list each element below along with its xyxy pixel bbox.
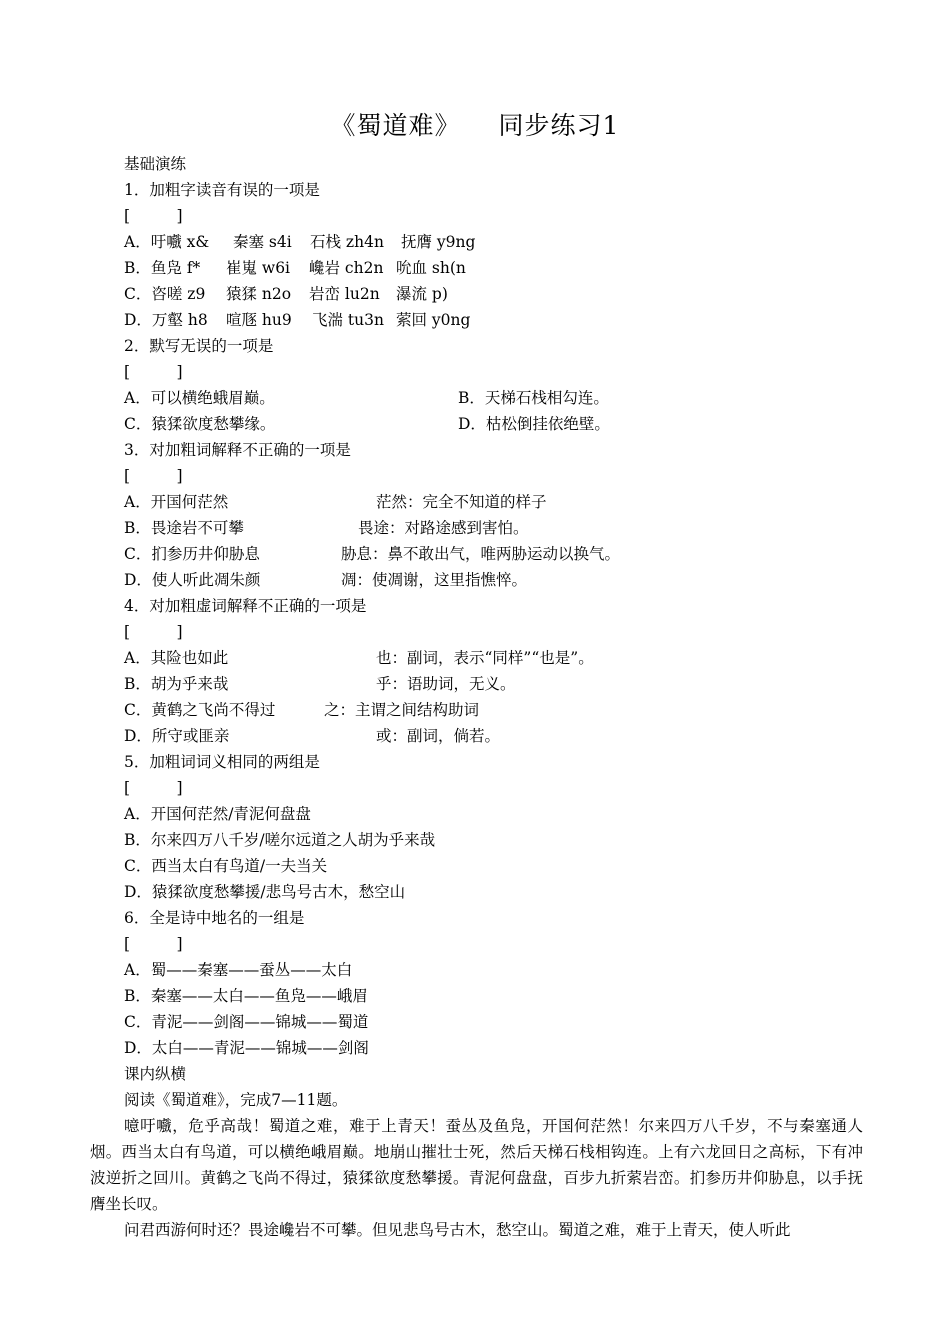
question-6-bracket: [ ] (124, 935, 183, 953)
q1-option-d-3: 飞湍 tu3n (312, 311, 384, 329)
q4-option-a-note: 也：副词，表示“同样”“也是”。 (376, 649, 594, 667)
question-6-stem: 6．全是诗中地名的一组是 (124, 909, 305, 927)
reading-intro: 阅读《蜀道难》，完成7—11题。 (124, 1091, 348, 1109)
passage-paragraph-1: 噫吁嚱，危乎高哉！蜀道之难，难于上青天！蚕丛及鱼凫，开国何茫然！尔来四万八千岁，不与秦塞通人烟。西当太白有鸟道，可以横绝峨眉巅。地崩山摧壮士死，然后天梯石栈相钩连。上有六龙回日之高标，下有冲波逆折之回川。黄鹤之飞尚不得过，猿猱欲度愁攀援。青泥何盘盘，百步九折萦岩峦。扪参历井仰胁息，以手抚膺坐长叹。 (90, 1117, 863, 1213)
question-4-bracket: [ ] (124, 623, 183, 641)
title-sub: 同步练习1 (498, 111, 620, 140)
question-4-stem: 4．对加粗虚词解释不正确的一项是 (124, 597, 367, 615)
q3-option-d-note: 凋：使凋谢，这里指憔悴。 (341, 571, 528, 589)
q2-option-c: C．猿猱欲度愁攀缘。 (124, 415, 276, 433)
q2-option-b: B．天梯石栈相勾连。 (458, 389, 609, 407)
q6-option-b: B．秦塞——太白——鱼凫——峨眉 (124, 987, 368, 1005)
q4-option-d-note: 或：副词，倘若。 (376, 727, 501, 745)
q3-option-b-note: 畏途：对路途感到害怕。 (358, 519, 529, 537)
q1-option-b-4: 吮血 sh(n (396, 259, 466, 277)
question-5-bracket: [ ] (124, 779, 183, 797)
q2-option-a: A．可以横绝蛾眉巅。 (124, 389, 275, 407)
q3-option-c-note: 胁息：鼻不敢出气，唯两胁运动以换气。 (341, 545, 621, 563)
question-5-stem: 5．加粗词词义相同的两组是 (124, 753, 320, 771)
passage-paragraph-2: 问君西游何时还？畏途巉岩不可攀。但见悲鸟号古木，愁空山。蜀道之难，难于上青天，使人听此 (124, 1221, 791, 1239)
q1-option-b-1: B．鱼凫 f* (124, 259, 201, 277)
q1-option-c-1: C．咨嗟 z9 (124, 285, 206, 303)
q4-option-b-note: 乎：语助词，无义。 (376, 675, 516, 693)
q4-option-d: D．所守或匪亲 (124, 727, 230, 745)
q1-option-d-1: D．万壑 h8 (124, 311, 208, 329)
question-1-stem: 1．加粗字读音有误的一项是 (124, 181, 320, 199)
q6-option-c: C．青泥——剑阁——锦城——蜀道 (124, 1013, 369, 1031)
q5-option-d: D．猿猱欲度愁攀援/悲鸟号古木，愁空山 (124, 883, 406, 901)
section-heading-reading: 课内纵横 (124, 1065, 187, 1083)
q4-option-a: A．其险也如此 (124, 649, 229, 667)
q1-option-c-4: 瀑流 p) (396, 285, 448, 303)
q4-option-c: C．黄鹤之飞尚不得过 (124, 701, 276, 719)
question-2-bracket: [ ] (124, 363, 183, 381)
q3-option-c: C．扪参历井仰胁息 (124, 545, 260, 563)
q1-option-c-2: 猿猱 n2o (226, 285, 292, 303)
q3-option-a: A．开国何茫然 (124, 493, 229, 511)
q1-option-a-3: 石栈 zh4n (310, 233, 384, 251)
page-title (0, 108, 950, 144)
q3-option-b: B．畏途岩不可攀 (124, 519, 244, 537)
q5-option-c: C．西当太白有鸟道/一夫当关 (124, 857, 328, 875)
section-heading-basic: 基础演练 (124, 155, 187, 173)
question-3-bracket: [ ] (124, 467, 183, 485)
q3-option-d: D．使人听此凋朱颜 (124, 571, 261, 589)
q6-option-a: A．蜀——秦塞——蚕丛——太白 (124, 961, 353, 979)
question-3-stem: 3．对加粗词解释不正确的一项是 (124, 441, 351, 459)
q2-option-d: D．枯松倒挂依绝壁。 (458, 415, 610, 433)
q1-option-d-4: 萦回 y0ng (396, 311, 471, 329)
q1-option-c-3: 岩峦 lu2n (309, 285, 380, 303)
q5-option-a: A．开国何茫然/青泥何盘盘 (124, 805, 311, 823)
q4-option-b: B．胡为乎来哉 (124, 675, 229, 693)
question-1-bracket: [ ] (124, 207, 183, 225)
title-main: 《蜀道难》 (330, 111, 461, 140)
q5-option-b: B．尔来四万八千岁/嗟尔远道之人胡为乎来哉 (124, 831, 436, 849)
q1-option-a-2: 秦塞 s4i (233, 233, 292, 251)
q1-option-a-4: 抚膺 y9ng (401, 233, 476, 251)
q1-option-b-2: 崔嵬 w6i (226, 259, 291, 277)
q6-option-d: D．太白——青泥——锦城——剑阁 (124, 1039, 369, 1057)
q3-option-a-note: 茫然：完全不知道的样子 (376, 493, 547, 511)
q4-option-c-note: 之：主谓之间结构助词 (324, 701, 480, 719)
question-2-stem: 2．默写无误的一项是 (124, 337, 274, 355)
q1-option-d-2: 喧豗 hu9 (226, 311, 292, 329)
q1-option-b-3: 巉岩 ch2n (309, 259, 384, 277)
q1-option-a-1: A．吁嚱 x& (124, 233, 210, 251)
